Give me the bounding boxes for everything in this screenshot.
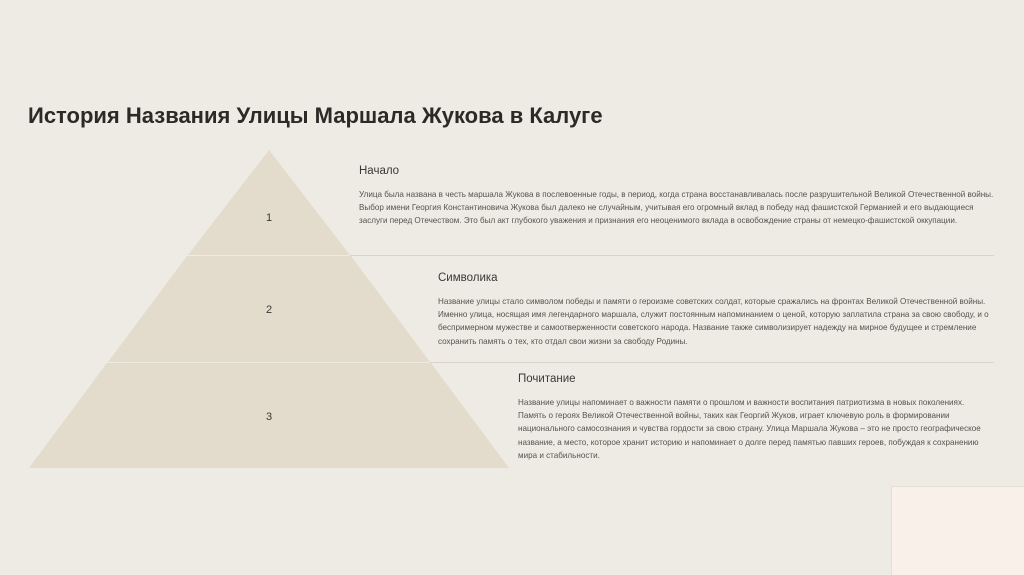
level-text-3: Название улицы напоминает о важности памяти о прошлом и важности воспитания патриотизма в новых поколениях. Память о героях Великой Отечественной войны, таких как Георгий Жуков, играет ключевую роль в формировании национального самосознания и чувства гордости за свою страну. Улица Маршала Жукова – это не просто географическое название, а место, которое хранит историю и напоминает о долге перед памятью павших героев, побуждая к сохранению мира и стабильности. (518, 398, 981, 460)
level-heading-2: Символика (438, 272, 498, 284)
corner-panel (891, 486, 1024, 575)
tier-number-1: 1 (265, 212, 273, 224)
tier-number-3: 3 (265, 411, 273, 423)
level-block-2 (438, 272, 994, 348)
level-heading-1: Начало (359, 165, 400, 177)
page-title: История Названия Улицы Маршала Жукова в Калуге (28, 103, 603, 128)
level-heading-3: Почитание (518, 373, 576, 385)
level-block-3 (518, 373, 994, 462)
level-text-2: Название улицы стало символом победы и памяти о героизме советских солдат, которые сражались на фронтах Великой Отечественной войны. Именно улица, носящая имя легендарного маршала, служит постоянным напоминанием о ценой, которую заплатила страна за свою свободу, и о беспримерном мужестве и самоотверженности советского народа. Название также символизирует надежду на мирное будущее и стремление сохранить память о тех, кто отдал свои жизни за свободу Родины. (438, 297, 989, 346)
level-text-1: Улица была названа в честь маршала Жукова в послевоенные годы, в период, когда страна восстанавливалась после разрушительной Великой Отечественной войны. Выбор имени Георгия Константиновича Жукова был далеко не случайным, учитывая его огромный вклад в победу над фашистской Германией и его выдающиеся заслуги перед Отечеством. Это был акт глубокого уважения и признания его неоценимого вклада в освобождение страны от немецко-фашистской оккупации. (359, 190, 994, 226)
level-block-1 (359, 165, 995, 228)
pyramid-tier-1 (188, 150, 350, 255)
tier-number-2: 2 (265, 304, 273, 316)
